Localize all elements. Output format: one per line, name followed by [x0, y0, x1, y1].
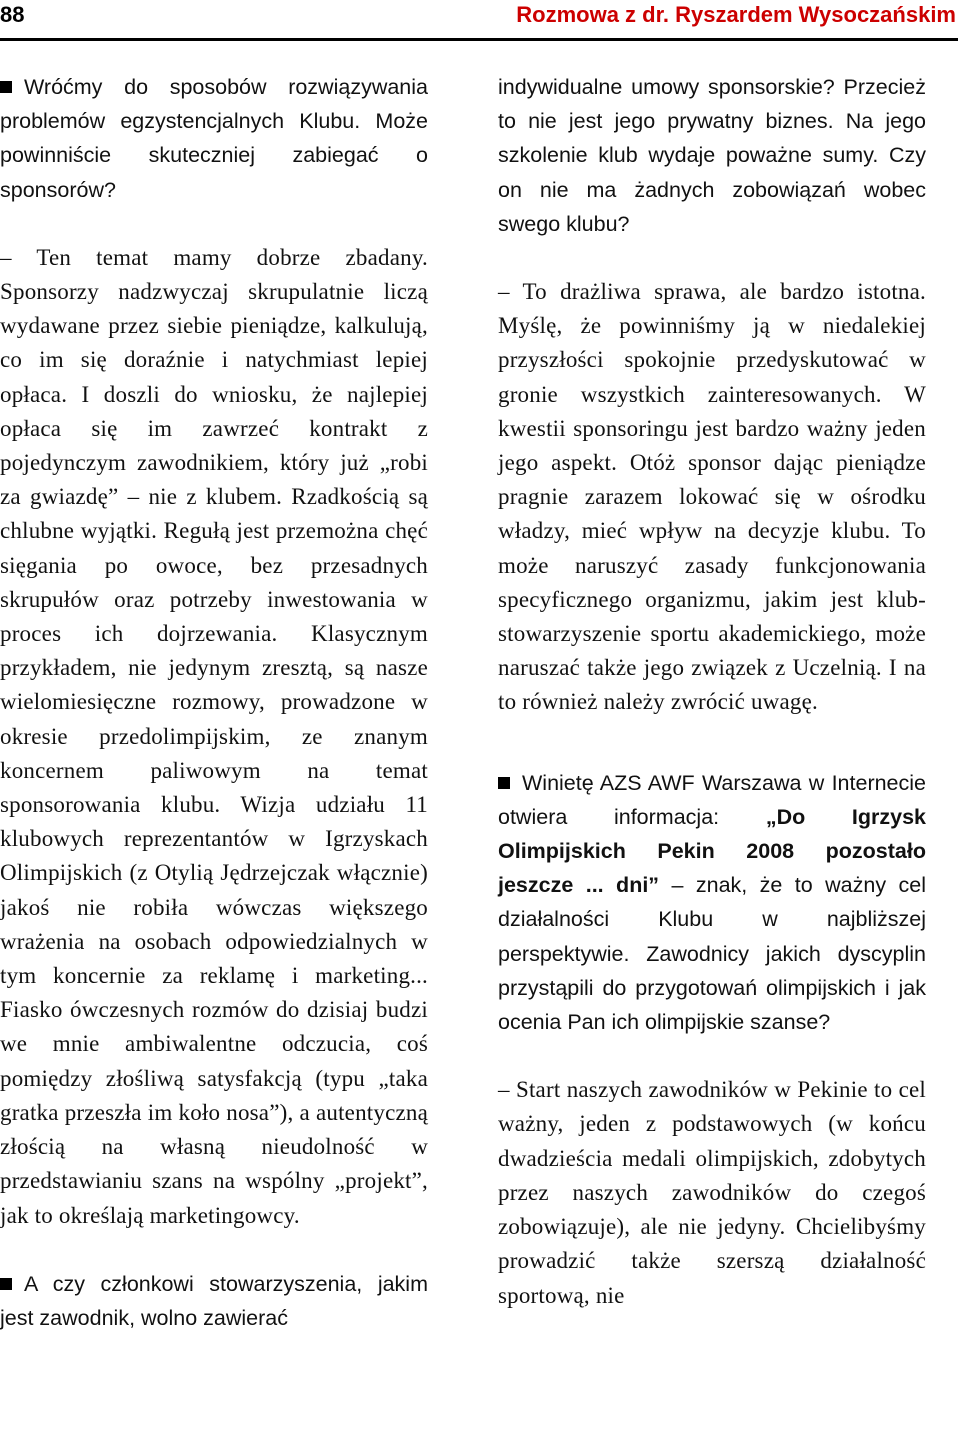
interviewee-answer: – Ten temat mamy dobrze zbadany. Sponsorzy nadzwyczaj skrupulatnie liczą wydawane przez siebie pieniądze, kalkulują, co im się doraźnie i natychmiast lepiej opłaca. I doszli do wniosku, że najlepiej opłaca się im zawrzeć kontrakt z pojedynczym zawodnikiem, który już „robi za gwiazdę” – nie z klubem. Rzadkością są chlubne wyjątki. Regułą jest przemożna chęć sięgania po owoce, bez przesadnych skrupułów oraz potrzeby inwestowania w proces ich dojrzewania. Klasycznym przykładem, nie jedynym zresztą, są nasze wielomiesięczne rozmowy, prowadzone w okresie przedolimpijskim, ze znanym koncernem paliwowym na temat sponsorowania klubu. Wizja udziału 11 klubowych reprezentantów w Igrzyskach Olimpijskich (z Otylią Jędrzejczak włącznie) jakoś nie robiła wówczas większego wrażenia na osobach odpowiedzialnych w tym koncernie za reklamę i marketing... Fiasko ówczesnych rozmów do dzisiaj budzi we mnie ambiwalentne odczucia, coś pomiędzy złośliwą satysfakcją (typu „taka gratka przeszła im koło nosa”), a autentyczną złością na własną nieudolność w przedstawianiu szans na wspólny „projekt”, jak to określają marketingowcy. — [0, 244, 428, 1228]
question-bullet-icon — [498, 777, 510, 789]
question-bullet-icon — [0, 81, 12, 93]
left-column — [0, 70, 428, 1335]
interviewer-question: Wróćmy do sposobów rozwiązywania problemów egzystencjalnych Klubu. Może powinniście skuteczniej zabiegać o sponsorów? — [0, 75, 428, 202]
right-column — [498, 70, 926, 1313]
question-bullet-icon — [0, 1278, 12, 1290]
page-header — [0, 0, 960, 40]
website-banner-quote: „Do Igrzysk Olimpijskich Pekin 2008 pozostało jeszcze ... dni” — [498, 804, 926, 898]
interviewer-question: A czy członkowi stowarzyszenia, jakim jest zawodnik, wolno zawierać — [0, 1271, 428, 1330]
page-number: 88 — [0, 2, 25, 27]
interviewee-answer: – Start naszych zawodników w Pekinie to cel ważny, jeden z podstawowych (w końcu dwadzieścia medali olimpijskich, zdobytych przez naszych zawodników do czegoś zobowiązuje), ale nie jedyny. Chcielibyśmy prowadzić także szerszą działalność sportową, nie — [498, 1077, 926, 1308]
interviewer-question: Winietę AZS AWF Warszawa w Internecie otwiera informacja: „Do Igrzysk Olimpijskich Pekin 2008 pozostało jeszcze ... dni” – znak, że to ważny cel działalności Klubu w najbliższej perspektywie. Zawodnicy jakich dyscyplin przystąpili do przygotowań olimpijskich i jak ocenia Pan ich olimpijskie szanse? — [498, 770, 926, 1035]
header-rule — [0, 38, 958, 41]
running-title: Rozmowa z dr. Ryszardem Wysoczańskim — [516, 2, 956, 27]
interviewee-answer: – To drażliwa sprawa, ale bardzo istotna. Myślę, że powinniśmy ją w niedalekiej przyszłości spokojnie przedyskutować w gronie wszystkich zainteresowanych. W kwestii sponsoringu jest bardzo ważny jeden jego aspekt. Otóż sponsor dając pieniądze pragnie zarazem lokować się w ośrodku władzy, mieć wpływ na decyzje klubu. To może naruszyć zasady funkcjonowania specyficznego organizmu, jakim jest klub-stowarzyszenie sportu akademickiego, może naruszać także jego związek z Uczelnią. I na to również należy zwrócić uwagę. — [498, 279, 926, 715]
interviewer-question-continued: indywidualne umowy sponsorskie? Przecież to nie jest jego prywatny biznes. Na jego szkolenie klub wydaje poważne sumy. Czy on nie ma żadnych zobowiązań wobec swego klubu? — [498, 75, 926, 236]
